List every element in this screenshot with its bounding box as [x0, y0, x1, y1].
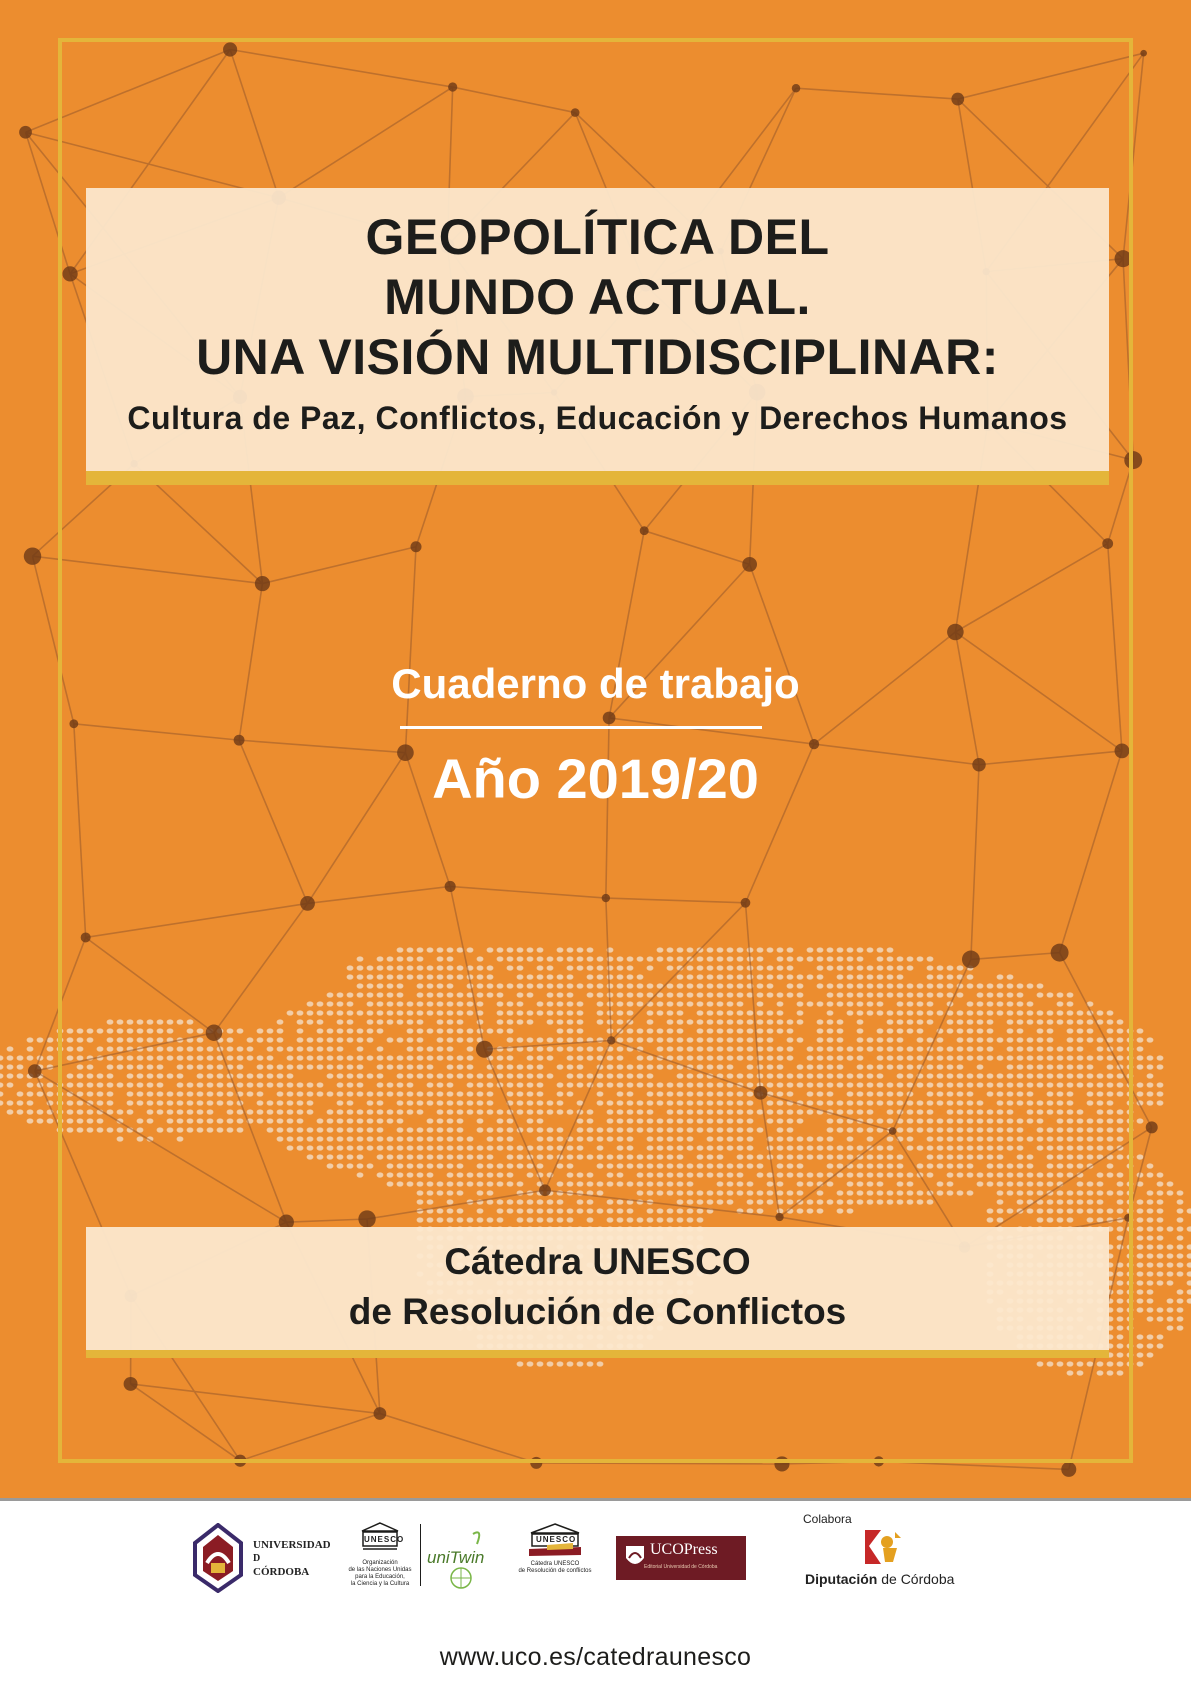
catedra-logo-caption-2: de Resolución de conflictos — [518, 1568, 592, 1574]
title-box — [86, 188, 1109, 471]
logo-separator — [420, 1524, 421, 1586]
unesco-mark: UNESCO — [364, 1535, 405, 1544]
ucopress-logo[interactable] — [616, 1536, 746, 1580]
title-line-2: MUNDO ACTUAL. — [384, 269, 811, 325]
title-line-1: GEOPOLÍTICA DEL — [365, 209, 830, 265]
unitwin-logo[interactable] — [425, 1524, 495, 1594]
diputacion-name-rest: de Córdoba — [877, 1571, 955, 1587]
colabora-label: Colabora — [803, 1512, 852, 1526]
catedra-logo-caption-1: Cátedra UNESCO — [530, 1561, 580, 1567]
website-url[interactable]: www.uco.es/catedraunesco — [439, 1643, 752, 1671]
catedra-line-1: Cátedra UNESCO — [444, 1241, 751, 1282]
diputacion-name[interactable] — [805, 1571, 954, 1587]
catedra-box — [86, 1227, 1109, 1350]
footer-divider — [0, 1498, 1191, 1501]
uco-line-1: UNIVERSIDAD — [253, 1539, 331, 1551]
uco-shield-icon — [193, 1523, 243, 1593]
ucopress-caption: Editorial Universidad de Córdoba — [644, 1564, 718, 1570]
catedra-unesco-logo[interactable] — [510, 1523, 600, 1595]
workbook-label: Cuaderno de trabajo — [391, 660, 800, 707]
divider-rule — [400, 726, 762, 729]
unesco-caption-2: de las Naciones Unidas — [348, 1567, 412, 1573]
title-subtitle: Cultura de Paz, Conflictos, Educación y Derechos Humanos — [127, 400, 1068, 436]
diputacion-emblem-icon[interactable] — [861, 1526, 903, 1568]
unesco-caption-1: Organización — [362, 1560, 398, 1566]
title-line-3: UNA VISIÓN MULTIDISCIPLINAR: — [196, 329, 999, 385]
catedra-line-2: de Resolución de Conflictos — [348, 1291, 847, 1332]
ucopress-shield-icon — [624, 1542, 646, 1570]
unitwin-name: uniTwin — [427, 1548, 485, 1567]
unesco-caption-3: para la Educación, — [355, 1574, 405, 1580]
catedra-logo-mark: UNESCO — [536, 1535, 577, 1544]
unesco-logo[interactable] — [345, 1522, 415, 1602]
diputacion-name-bold: Diputación — [805, 1571, 878, 1587]
ucopress-name: UCOPress — [650, 1541, 718, 1558]
uco-line-2: D — [253, 1553, 261, 1564]
unesco-caption-4: la Ciencia y la Cultura — [350, 1581, 410, 1587]
uco-line-3: CÓRDOBA — [253, 1566, 310, 1578]
academic-year: Año 2019/20 — [432, 747, 759, 810]
uco-logo[interactable] — [193, 1523, 343, 1595]
